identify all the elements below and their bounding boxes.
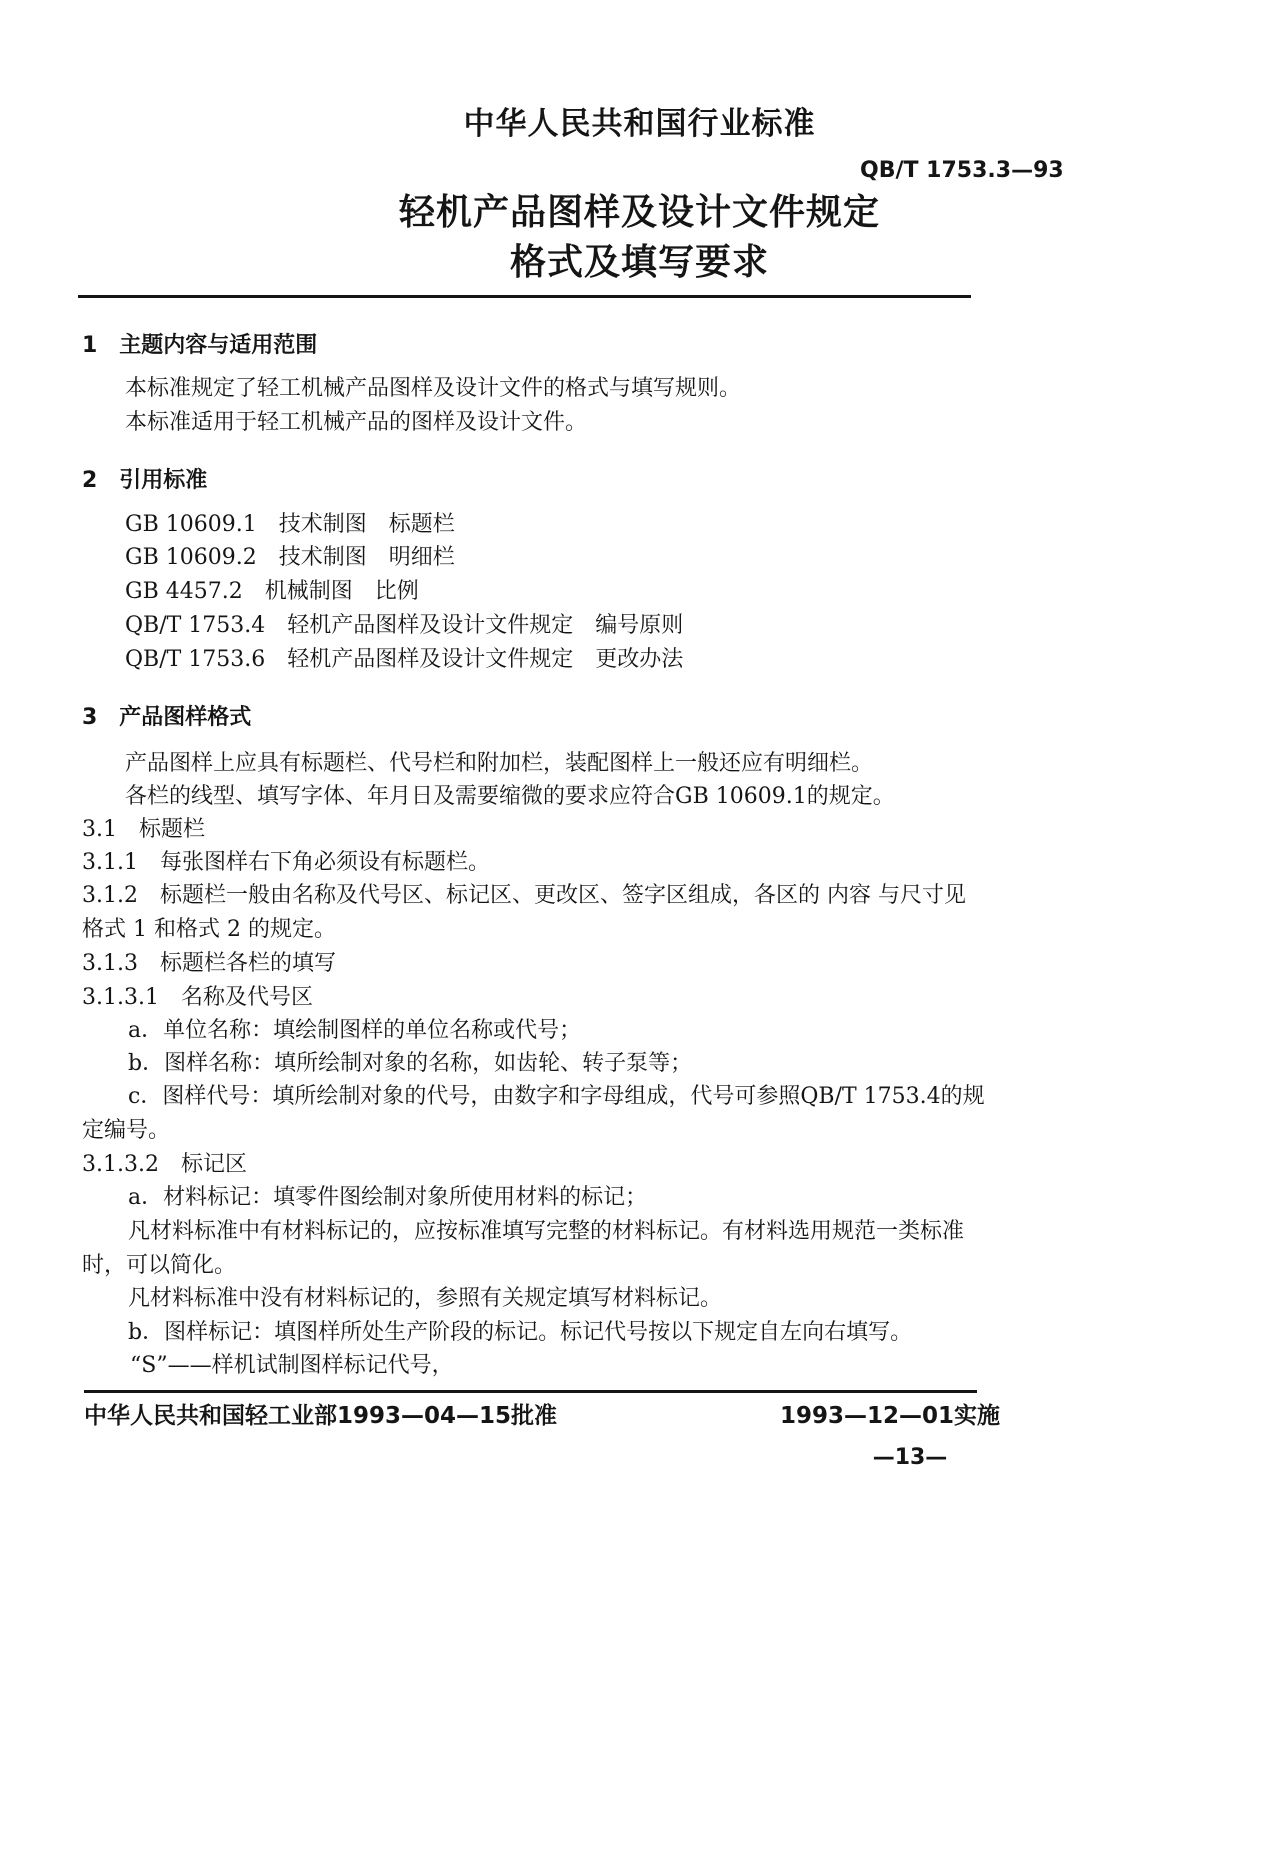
standard-category: 中华人民共和国行业标准 [463, 106, 816, 142]
reference-item: GB 10609.2 技术制图 明细栏 [125, 545, 455, 570]
approval-date: 中华人民共和国轻工业部1993—04—15批准 [84, 1403, 558, 1429]
item-c-drawing-code-line-1: c．图样代号：填所绘制对象的代号，由数字和字母组成，代号可参照QB/T 1753.4的规 [128, 1084, 985, 1109]
document-title-line1: 轻机产品图样及设计文件规定 [398, 192, 880, 233]
material-paragraph-1-line-1: 凡材料标准中有材料标记的，应按标准填写完整的材料标记。有材料选用规范一类标准 [128, 1219, 965, 1244]
clause-3-1-heading: 3.1 标题栏 [82, 817, 205, 842]
standard-code: QB/T 1753.3—93 [860, 158, 1064, 183]
clause-3-1-2-line-1: 3.1.2 标题栏一般由名称及代号区、标记区、更改区、签字区组成，各区的 内容 与尺寸见 [82, 883, 966, 908]
section-3-paragraph-2: 各栏的线型、填写字体、年月日及需要缩微的要求应符合GB 10609.1的规定。 [125, 784, 895, 809]
section-1-paragraph-1: 本标准规定了轻工机械产品图样及设计文件的格式与填写规则。 [125, 376, 742, 401]
clause-3-1-1: 3.1.1 每张图样右下角必须设有标题栏。 [82, 850, 490, 875]
footer-divider [84, 1390, 977, 1393]
effective-date: 1993—12—01实施 [780, 1403, 1001, 1429]
clause-3-1-3-1: 3.1.3.1 名称及代号区 [82, 985, 313, 1010]
clause-3-1-3-2: 3.1.3.2 标记区 [82, 1152, 247, 1177]
clause-3-1-3: 3.1.3 标题栏各栏的填写 [82, 951, 336, 976]
header-divider [78, 295, 971, 298]
clause-3-1-2-line-2: 格式 1 和格式 2 的规定。 [82, 917, 336, 942]
section-1-paragraph-2: 本标准适用于轻工机械产品的图样及设计文件。 [125, 410, 588, 435]
item-b-drawing-name: b．图样名称：填所绘制对象的名称，如齿轮、转子泵等； [128, 1051, 693, 1076]
item-b-drawing-mark: b．图样标记：填图样所处生产阶段的标记。标记代号按以下规定自左向右填写。 [128, 1320, 913, 1345]
reference-item: GB 10609.1 技术制图 标题栏 [125, 512, 455, 537]
page-number: —13— [872, 1445, 948, 1470]
material-paragraph-2: 凡材料标准中没有材料标记的，参照有关规定填写材料标记。 [128, 1286, 723, 1311]
item-c-drawing-code-line-2: 定编号。 [82, 1118, 171, 1143]
mark-code-s: “S”——样机试制图样标记代号， [130, 1353, 454, 1378]
item-a-material-mark: a．材料标记：填零件图绘制对象所使用材料的标记； [128, 1185, 648, 1210]
section-1-heading: 1 主题内容与适用范围 [82, 333, 318, 358]
document-title-line2: 格式及填写要求 [509, 242, 769, 283]
material-paragraph-1-line-2: 时，可以简化。 [82, 1253, 237, 1278]
section-3-heading: 3 产品图样格式 [82, 705, 252, 730]
item-a-unit-name: a．单位名称：填绘制图样的单位名称或代号； [128, 1018, 582, 1043]
reference-item: QB/T 1753.6 轻机产品图样及设计文件规定 更改办法 [125, 647, 684, 672]
section-2-heading: 2 引用标准 [82, 468, 208, 493]
reference-item: QB/T 1753.4 轻机产品图样及设计文件规定 编号原则 [125, 613, 684, 638]
reference-item: GB 4457.2 机械制图 比例 [125, 579, 419, 604]
section-3-paragraph-1: 产品图样上应具有标题栏、代号栏和附加栏，装配图样上一般还应有明细栏。 [125, 751, 874, 776]
